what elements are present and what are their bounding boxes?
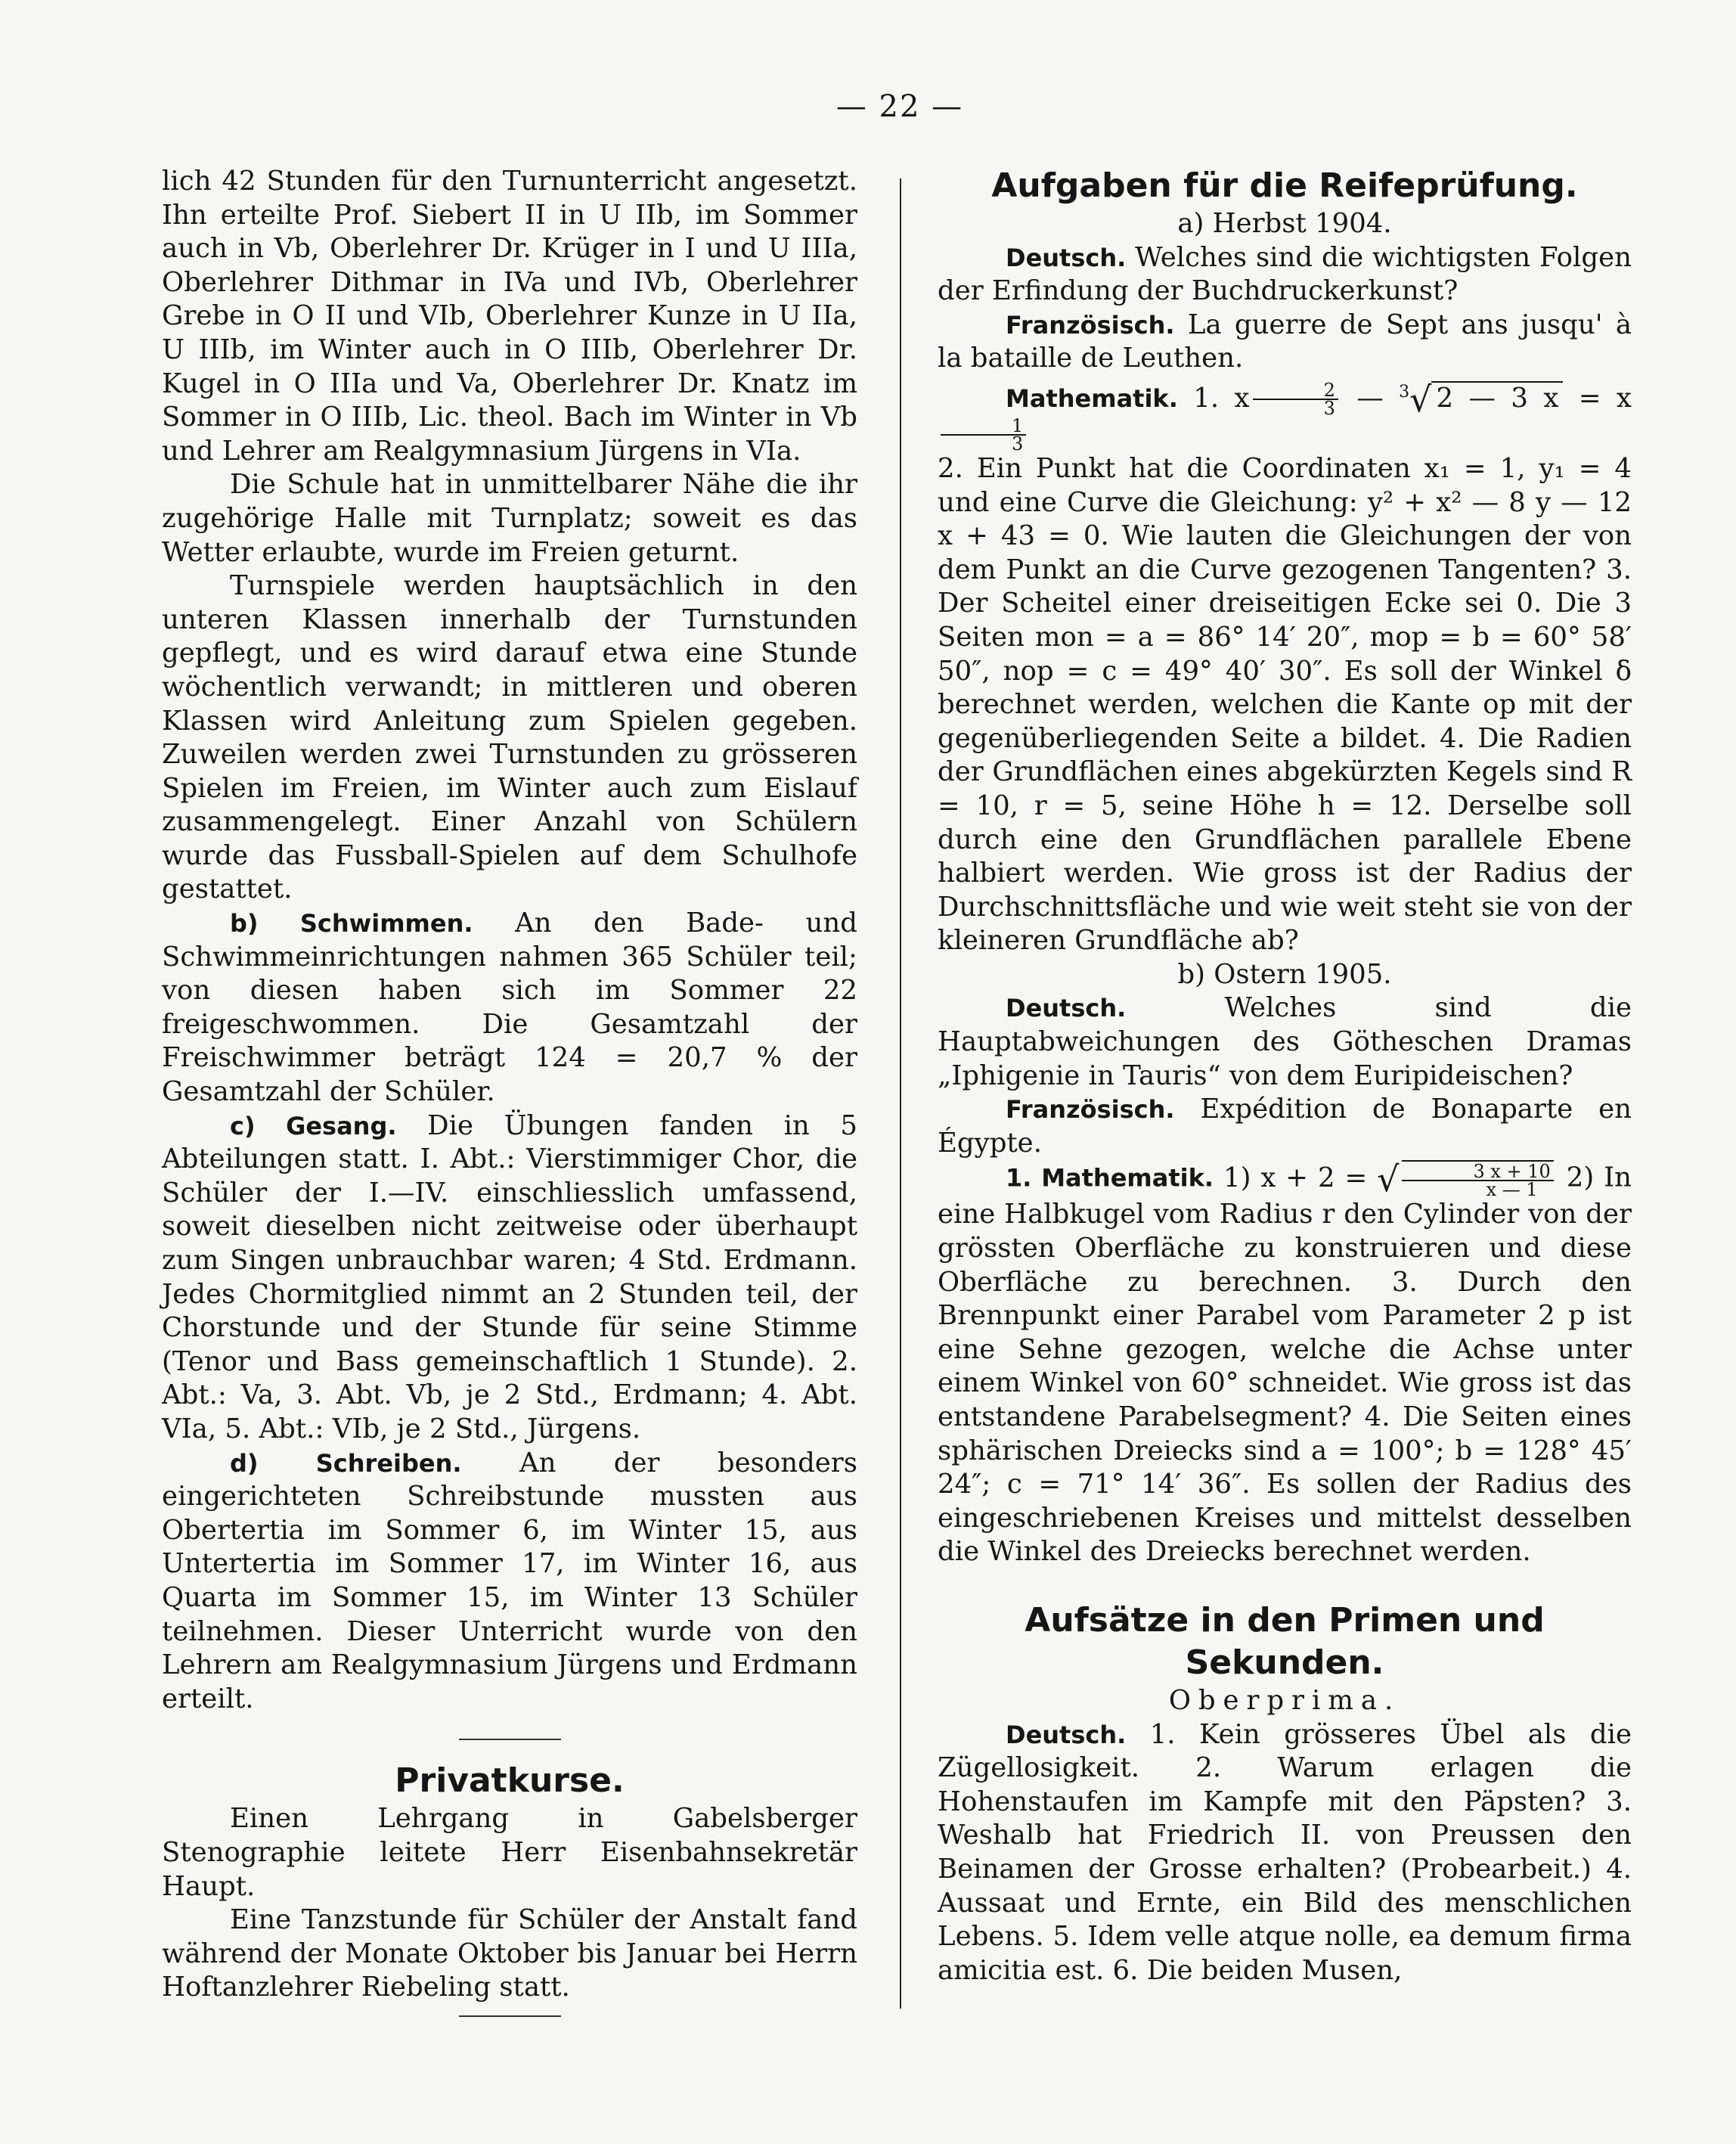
subheading-oberprima: Oberprima. (1168, 1684, 1401, 1716)
exponent-fraction: $\frac{2}{3}$ (1253, 382, 1338, 417)
paragraph-schreiben (162, 1447, 857, 1717)
paragraph-tanzstunde: Eine Tanzstunde für Schüler der Anstalt fand während der Monate Oktober bis Januar bei Herrn Hoftanzlehrer Riebeling statt. (162, 1904, 857, 2003)
label-mathematik: 1. Mathematik. (1006, 1163, 1214, 1193)
text-deutsch: Welches sind die Hauptabweichungen des Götheschen Dramas „Iphigenie in Tauris“ von dem Euripideischen? (938, 992, 1632, 1091)
subheading-ostern: b) Ostern 1905. (1177, 958, 1392, 990)
text-schreiben: An der besonders eingerichteten Schreibstunde mussten aus Obertertia im Sommer 6, im Winter 15, aus Untertertia im Sommer 17, im Winter 16, aus Quarta im Sommer 15, im Winter 13 Schüler teilnehmen. Dieser Unterricht wurde von den Lehrern am Realgymnasium Jürgens und Erdmann erteilt. (162, 1447, 857, 1714)
paragraph-turnspiele: Turnspiele werden hauptsächlich in den unteren Klassen innerhalb der Turnstunden gepflegt, und es wird darauf etwa eine Stunde wöchentlich verwandt; in mittleren und oberen Klassen wird Anleitung zum Spielen gegeben. Zuweilen werden zwei Turnstunden zu grösseren Spielen im Freien, im Winter auch zum Eislauf zusammengelegt. Einer Anzahl von Schülern wurde das Fussball-Spielen auf dem Schulhofe gestattet. (162, 570, 857, 905)
paragraph-deutsch-oberprima (938, 1718, 1632, 1988)
heading-aufsaetze: Aufsätze in den Primen und Sekunden. (1025, 1600, 1545, 1682)
label-deutsch: Deutsch. (1006, 994, 1127, 1023)
column-divider (900, 178, 901, 2009)
label-schreiben: d) Schreiben. (230, 1448, 462, 1478)
paragraph-turnunterricht: lich 42 Stunden für den Turnunterricht angesetzt. Ihn erteilte Prof. Siebert II in U IIb, im Sommer auch in Vb, Oberlehrer Dr. Krüger in I und U IIIa, Oberlehrer Dithmar in IVa und IVb, Oberlehrer Grebe in O II und VIb, Oberlehrer Kunze in U IIa, U IIIb, im Winter auch in O IIIb, Oberlehrer Dr. Kugel in O IIIa und Va, Oberlehrer Dr. Knatz im Sommer in O IIIb, Lic. theol. Bach im Winter in Vb und Lehrer am Realgymnasium Jürgens in VIa. (162, 166, 857, 467)
paragraph-schwimmen (162, 907, 857, 1109)
paragraph-math-herbst (938, 379, 1632, 455)
paragraph-franz-ostern (938, 1093, 1632, 1160)
right-column (938, 165, 1632, 1987)
text-deutsch: Welches sind die wichtigsten Folgen der Erfindung der Buchdruckerkunst? (938, 241, 1632, 307)
radicand-fraction: $\frac{3 x + 10}{x — 1}$ (1402, 1160, 1553, 1198)
text-franzoesisch: La guerre de Sept ans jusqu' à la bataille de Leuthen. (938, 309, 1632, 374)
text-math-ostern: 2) In eine Halbkugel vom Radius r den Cylinder von der grössten Oberfläche zu konstruieren und diese Oberfläche zu berechnen. 3. Durch den Brennpunkt einer Parabel vom Parameter 2 p ist eine Sehne gezogen, welche die Achse unter einem Winkel von 60° schneidet. Wie gross ist das entstandene Parabelsegment? 4. Die Seiten eines sphärischen Dreiecks sind a = 100°; b = 128° 45′ 24″; c = 71° 14′ 36″. Es sollen der Radius des eingeschriebenen Kreises und mittelst desselben die Winkel des Dreiecks berechnet werden. (938, 1162, 1632, 1568)
label-franzoesisch: Französisch. (1006, 310, 1175, 340)
paragraph-franz-herbst (938, 309, 1632, 376)
paragraph-halle: Die Schule hat in unmittelbarer Nähe die ihr zugehörige Halle mit Turnplatz; soweit es das Wetter erlaubte, wurde im Freien geturnt. (162, 469, 857, 568)
page-number: — 22 — (835, 89, 964, 124)
paragraph-deutsch-ostern (938, 991, 1632, 1093)
paragraph-math-herbst-rest: 2. Ein Punkt hat die Coordinaten x₁ = 1, y₁ = 4 und eine Curve die Gleichung: y² + x² — 8 y — 12 x + 43 = 0. Wie lauten die Gleichungen der von dem Punkt an die Curve gezogenen Tangenten? 3. Der Scheitel einer dreiseitigen Ecke sei 0. Die 3 Seiten mon = a = 86° 14′ 20″, mop = b = 60° 58′ 50″, nop = c = 49° 40′ 30″. Es soll der Winkel δ berechnet werden, welchen die Kante op mit der gegenüberliegenden Seite a bildet. 4. Die Radien der Grundflächen eines abgekürzten Kegels sind R = 10, r = 5, seine Höhe h = 12. Derselbe soll durch eine den Grundflächen parallele Ebene halbiert werden. Wie gross ist der Radius der Durchschnittsfläche und wie weit steht sie von der kleineren Grundfläche ab? (938, 452, 1632, 957)
text-deutsch: 1. Kein grösseres Übel als die Zügellosigkeit. 2. Warum erlagen die Hohenstaufen im Kampfe mit den Päpsten? 3. Weshalb hat Friedrich II. von Preussen den Beinamen der Grosse erhalten? (Probearbeit.) 4. Aussaat und Ernte, ein Bild des menschlichen Lebens. 5. Idem velle atque nolle, ea demum firma amicitia est. 6. Die beiden Musen, (938, 1718, 1632, 1986)
heading-reifepruefung: Aufgaben für die Reifeprüfung. (991, 166, 1578, 205)
label-deutsch: Deutsch. (1006, 1720, 1127, 1749)
heading-privatkurse: Privatkurse. (395, 1761, 625, 1801)
paragraph-math-ostern (938, 1160, 1632, 1569)
paragraph-deutsch-herbst (938, 241, 1632, 309)
label-gesang: c) Gesang. (230, 1111, 397, 1140)
label-franzoesisch: Französisch. (1006, 1095, 1175, 1125)
text-schwimmen: An den Bade- und Schwimmeinrichtungen nahmen 365 Schüler teil; von diesen haben sich im Sommer 22 freigeschwommen. Die Gesamtzahl der Freischwimmer beträgt 124 = 20,7 % der Gesamtzahl der Schüler. (162, 908, 857, 1108)
end-rule (459, 2015, 561, 2017)
exponent-fraction: $\frac{1}{3}$ (941, 417, 1026, 452)
equation-1: 1. x $\frac{2}{3}$ — $^3$√ 2 — 3 x = x $\frac{1}{3}$ (938, 383, 1632, 449)
equation-2: 1) x + 2 = √ $\frac{3 x + 10}{x — 1}$ (1223, 1162, 1567, 1193)
text-gesang: Die Übungen fanden in 5 Abteilungen statt. I. Abt.: Vierstimmiger Chor, die Schüler der I.—IV. einschliesslich umfassend, soweit dieselben nicht zeitweise oder überhaupt zum Singen unbrauchbar waren; 4 Std. Erdmann. Jedes Chormitglied nimmt an 2 Stunden teil, der Chorstunde und der Stunde für seine Stimme (Tenor und Bass gemeinschaftlich 1 Stunde). 2. Abt.: Va, 3. Abt. Vb, je 2 Std., Erdmann; 4. Abt. VIa, 5. Abt.: VIb, je 2 Std., Jürgens. (162, 1109, 857, 1444)
label-deutsch: Deutsch. (1006, 243, 1127, 272)
section-rule (459, 1739, 561, 1740)
paragraph-stenographie: Einen Lehrgang in Gabelsberger Stenographie leitete Herr Eisenbahnsekretär Haupt. (162, 1803, 857, 1902)
paragraph-gesang (162, 1109, 857, 1447)
label-schwimmen: b) Schwimmen. (230, 909, 473, 939)
label-mathematik: Mathematik. (1006, 383, 1178, 413)
subheading-herbst: a) Herbst 1904. (1177, 208, 1392, 239)
left-column (162, 165, 857, 2037)
text-franzoesisch: Expédition de Bonaparte en Égypte. (938, 1094, 1632, 1159)
